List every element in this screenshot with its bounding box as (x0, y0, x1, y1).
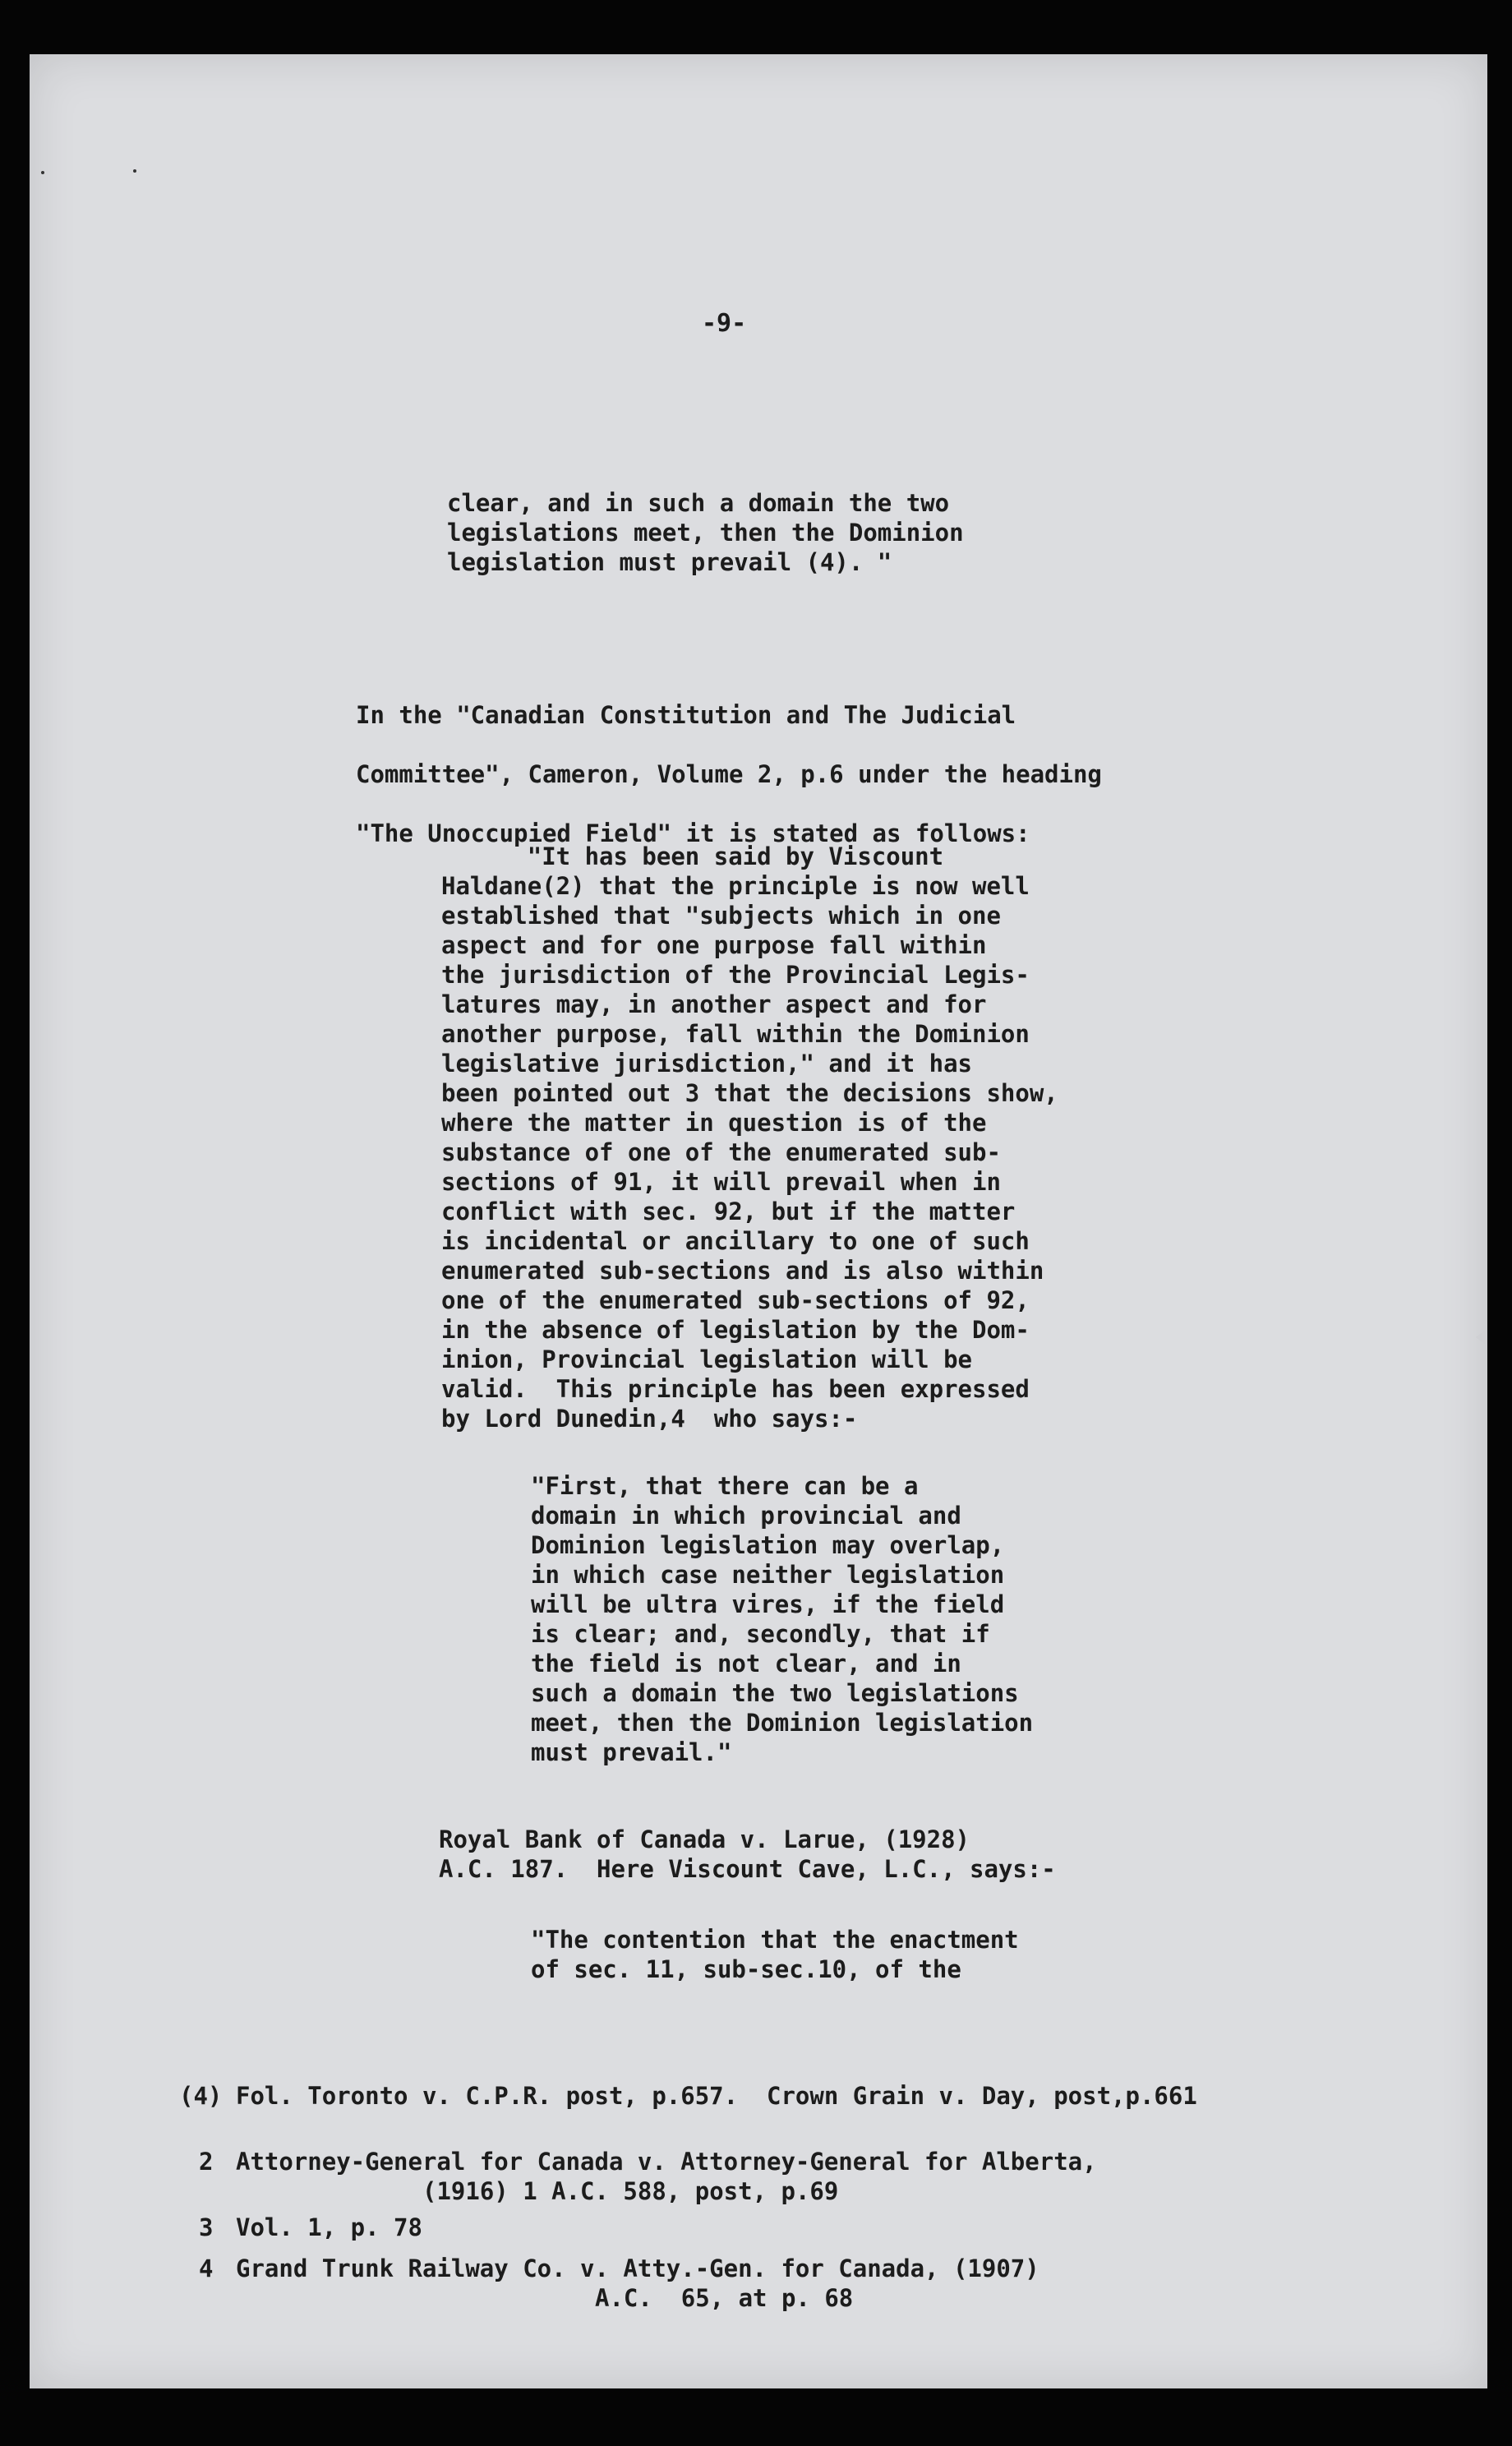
footnote-mark: 2 (199, 2148, 214, 2176)
page-edge-tab (1476, 1328, 1487, 1346)
footnote-mark: 4 (199, 2254, 214, 2282)
quote-continuation: clear, and in such a domain the two legislations meet, then the Dominion legislation must prevail (4). " (447, 489, 964, 576)
footnote-text: Grand Trunk Railway Co. v. Atty.-Gen. for Canada, (1907) (236, 2254, 1040, 2282)
footnote-mark: (4) (179, 2082, 223, 2110)
cave-quote: "The contention that the enactment of sec. 11, sub-sec.10, of the (531, 1926, 1019, 1983)
footnote-4 (150, 2081, 1497, 2147)
footnote-continuation: A.C. 65, at p. 68 (595, 2284, 854, 2312)
scan-speck (133, 169, 136, 173)
footnote-2 (150, 2147, 1497, 2213)
footnote-mark: 3 (199, 2213, 214, 2241)
footnote-text: Fol. Toronto v. C.P.R. post, p.657. Crown Grain v. Day, post,p.661 (236, 2082, 1197, 2110)
page-number: -9- (702, 309, 747, 338)
royal-bank-citation: Royal Bank of Canada v. Larue, (1928) A.C. 187. Here Viscount Cave, L.C., says:- (439, 1825, 1056, 1883)
footnote-continuation: (1916) 1 A.C. 588, post, p.69 (422, 2177, 839, 2205)
document-page (30, 54, 1487, 2388)
footnote-text: Vol. 1, p. 78 (236, 2213, 422, 2241)
scan-speck (41, 171, 44, 174)
cameron-quote: "It has been said by Viscount Haldane(2) that the principle is now well established that "subjects which in one aspect and for one purpose fall within the jurisdiction of the Provincial Legis- latures may, in another aspect and for another purpose, fall within the Dominion legislative jurisdiction," and it has been pointed out 3 that the decisions show, where the matter in question is of the substance of one of the enumerated sub- sections of 91, it will prevail when in conflict with sec. 92, but if the matter is incidental or ancillary to one of such enumerated sub-sections and is also within one of the enumerated sub-sections of 92, in the absence of legislation by the Dom- inion, Provincial legislation will be valid. This principle has been expressed by Lord Dunedin,4 who says:- (441, 842, 1058, 1433)
intro-paragraph: In the "Canadian Constitution and The Judicial Committee", Cameron, Volume 2, p.6 under the heading "The Unoccupied Field" it is stated as follows: (356, 701, 1102, 847)
footnote-text: Attorney-General for Canada v. Attorney-General for Alberta, (236, 2148, 1097, 2176)
footnote-4b (150, 2254, 1497, 2319)
dunedin-quote: "First, that there can be a domain in which provincial and Dominion legislation may overlap, in which case neither legislation will be ultra vires, if the field is clear; and, secondly, that if the field is not clear, and in such a domain the two legislations meet, then the Dominion legislation must prevail." (531, 1472, 1034, 1766)
